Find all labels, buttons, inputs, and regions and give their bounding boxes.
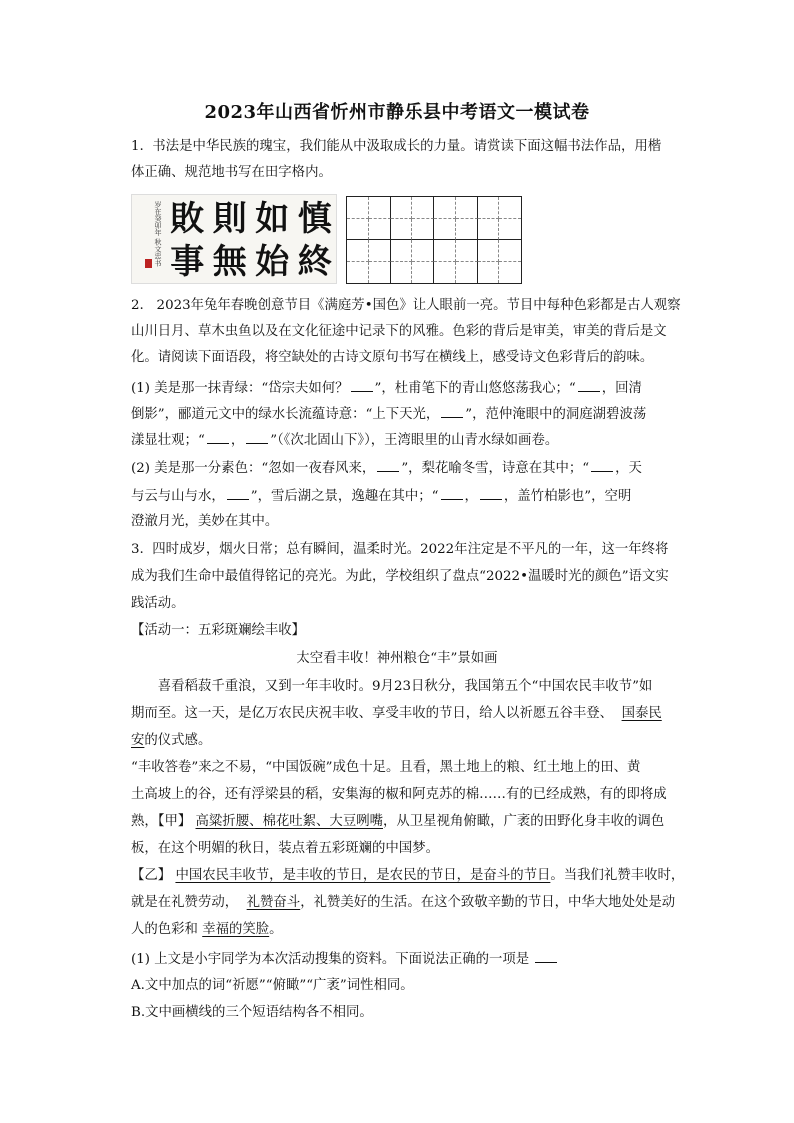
answer-blank[interactable] bbox=[591, 459, 613, 472]
tianzige-cell[interactable] bbox=[369, 219, 391, 241]
tianzige-cell[interactable] bbox=[499, 197, 521, 219]
calligraphy-char: 則 bbox=[212, 198, 247, 239]
calligraphy-characters bbox=[166, 197, 336, 283]
tianzige-cell[interactable] bbox=[391, 262, 413, 284]
tianzige-cell[interactable] bbox=[347, 240, 369, 262]
answer-blank[interactable] bbox=[441, 487, 463, 500]
tianzige-cell[interactable] bbox=[499, 240, 521, 262]
article-line-6: 熟，【甲】 高粱折腰、棉花吐絮、大豆咧嘴，从卫星视角俯瞰，广袤的田野化身丰收的调色 bbox=[131, 814, 665, 829]
q2-p2-line-2: 与云与山与水， ”，雪后湖之景，逸趣在其中；“ ， ，盖竹柏影也”，空明 bbox=[131, 489, 632, 504]
tianzige-cell[interactable] bbox=[434, 219, 456, 241]
tianzige-cell[interactable] bbox=[434, 262, 456, 284]
seal-stamp bbox=[145, 259, 152, 268]
q2-p1-line-2: 倒影”，郦道元文中的绿水长流蕴诗意：“上下天光， ”，范仲淹眼中的洞庭湖碧波荡 bbox=[131, 407, 647, 422]
underlined-phrase: 中国农民丰收节，是丰收的节日，是农民的节日，是奋斗的节日 bbox=[175, 868, 551, 883]
answer-blank[interactable] bbox=[377, 459, 399, 472]
calligraphy-char: 事 bbox=[170, 241, 205, 282]
option-b[interactable]: B.文中画横线的三个短语结构各不相同。 bbox=[131, 1005, 373, 1020]
tianzige-cell[interactable] bbox=[478, 240, 500, 262]
calligraphy-artwork bbox=[131, 194, 337, 284]
article-line-2: 期而至。这一天，是亿万农民庆祝丰收、享受丰收的节日，给人以祈愿五谷丰登、 国泰民 bbox=[131, 706, 662, 721]
tianzige-cell[interactable] bbox=[434, 197, 456, 219]
article-line-10: 人的色彩和 幸福的笑脸。 bbox=[131, 922, 283, 937]
calligraphy-char: 無 bbox=[212, 241, 247, 282]
calligraphy-char: 始 bbox=[255, 241, 290, 282]
tianzige-cell[interactable] bbox=[478, 219, 500, 241]
tianzige-cell[interactable] bbox=[456, 262, 478, 284]
tianzige-cell[interactable] bbox=[391, 240, 413, 262]
tianzige-cell[interactable] bbox=[456, 197, 478, 219]
calligraphy-char: 敗 bbox=[170, 198, 205, 239]
tianzige-cell[interactable] bbox=[412, 197, 434, 219]
q2-line-1: 2. 2023年兔年春晚创意节目《满庭芳•国色》让人眼前一亮。节目中每种色彩都是古人观察 bbox=[131, 298, 681, 313]
answer-blank[interactable] bbox=[535, 950, 557, 963]
tianzige-cell[interactable] bbox=[412, 262, 434, 284]
q1-line-2: 体正确、规范地书写在田字格内。 bbox=[131, 165, 332, 180]
tianzige-cell[interactable] bbox=[412, 219, 434, 241]
answer-blank[interactable] bbox=[351, 379, 373, 392]
article-line-1: 喜看稻菽千重浪，又到一年丰收时。9月23日秋分，我国第五个“中国农民丰收节”如 bbox=[131, 679, 653, 694]
answer-blank[interactable] bbox=[578, 379, 600, 392]
tianzige-cell[interactable] bbox=[347, 197, 369, 219]
underlined-phrase: 国泰民 bbox=[621, 706, 662, 721]
article-line-4: “丰收答卷”来之不易，“中国饭碗”成色十足。且看，黑土地上的粮、红土地上的田、黄 bbox=[131, 760, 641, 775]
q2-p1-line-3: 漾显壮观；“ ， ”（《次北固山下》），王湾眼里的山青水绿如画卷。 bbox=[131, 433, 559, 448]
calligraphy-signature: 岁在癸卯年 秋文忠书 bbox=[154, 201, 162, 267]
answer-blank[interactable] bbox=[480, 487, 502, 500]
tianzige-cell[interactable] bbox=[499, 262, 521, 284]
q3-line-1: 3. 四时成岁，烟火日常；总有瞬间，温柔时光。2022年注定是不平凡的一年，这一年终将 bbox=[131, 542, 669, 557]
tianzige-cell[interactable] bbox=[456, 219, 478, 241]
calligraphy-char: 終 bbox=[297, 241, 332, 282]
tianzige-cell[interactable] bbox=[412, 240, 434, 262]
tianzige-cell[interactable] bbox=[347, 262, 369, 284]
article-title: 太空看丰收！神州粮仓“丰”景如画 bbox=[296, 651, 498, 666]
tianzige-cell[interactable] bbox=[391, 219, 413, 241]
article-line-3: 安的仪式感。 bbox=[131, 733, 212, 748]
tianzige-cell[interactable] bbox=[369, 197, 391, 219]
tianzige-cell[interactable] bbox=[456, 240, 478, 262]
option-a[interactable]: A.文中加点的词“祈愿”“俯瞰”“广袤”词性相同。 bbox=[131, 978, 414, 993]
tianzige-writing-grid[interactable] bbox=[346, 196, 522, 284]
sub-question-1: (1) 上文是小宇同学为本次活动搜集的资料。下面说法正确的一项是 bbox=[131, 950, 559, 969]
tianzige-cell[interactable] bbox=[434, 240, 456, 262]
page-title: 2023年山西省忻州市静乐县中考语文一模试卷 bbox=[204, 102, 590, 123]
calligraphy-char: 如 bbox=[255, 198, 290, 239]
q3-line-2: 成为我们生命中最值得铭记的亮光。为此，学校组织了盘点“2022•温暖时光的颜色”语文实 bbox=[131, 569, 669, 584]
q2-p2-line-1: (2) 美是那一分素色：“忽如一夜春风来， ”，梨花喻冬雪，诗意在其中；“ ，天 bbox=[131, 461, 642, 476]
tianzige-cell[interactable] bbox=[369, 262, 391, 284]
tianzige-cell[interactable] bbox=[499, 219, 521, 241]
q3-line-3: 践活动。 bbox=[131, 596, 185, 611]
underlined-phrase: 安 bbox=[131, 733, 145, 748]
answer-blank[interactable] bbox=[246, 431, 268, 444]
answer-blank[interactable] bbox=[227, 487, 249, 500]
underlined-phrase: 礼赞奋斗 bbox=[246, 895, 301, 910]
q2-line-2: 山川日月、草木虫鱼以及在文化征途中记录下的风雅。色彩的背后是审美，审美的背后是文 bbox=[131, 324, 667, 339]
calligraphy-char: 慎 bbox=[297, 198, 332, 239]
tianzige-cell[interactable] bbox=[347, 219, 369, 241]
q2-line-3: 化。请阅读下面语段，将空缺处的古诗文原句书写在横线上，感受诗文色彩背后的韵味。 bbox=[131, 350, 654, 365]
tianzige-cell[interactable] bbox=[478, 197, 500, 219]
article-line-8: 【乙】 中国农民丰收节，是丰收的节日，是农民的节日，是奋斗的节日。当我们礼赞丰收时， bbox=[131, 868, 685, 883]
q2-p2-line-3: 澄澈月光，美妙在其中。 bbox=[131, 514, 279, 529]
underlined-phrase: 幸福的笑脸 bbox=[202, 922, 270, 937]
q1-line-1: 1. 书法是中华民族的瑰宝，我们能从中汲取成长的力量。请赏读下面这幅书法作品，用楷 bbox=[131, 139, 662, 154]
activity-heading: 【活动一：五彩斑斓绘丰收】 bbox=[131, 623, 306, 638]
answer-blank[interactable] bbox=[441, 405, 463, 418]
tianzige-cell[interactable] bbox=[369, 240, 391, 262]
underlined-phrase: 高粱折腰、棉花吐絮、大豆咧嘴 bbox=[195, 814, 383, 829]
article-line-5: 土高坡上的谷，还有浮梁县的稻，安集海的椒和阿克苏的棉……有的已经成熟，有的即将成 bbox=[131, 787, 667, 802]
tianzige-cell[interactable] bbox=[478, 262, 500, 284]
tianzige-cell[interactable] bbox=[391, 197, 413, 219]
article-line-9: 就是在礼赞劳动， 礼赞奋斗，礼赞美好的生活。在这个致敬辛勤的节日，中华大地处处是动 bbox=[131, 895, 676, 910]
answer-blank[interactable] bbox=[207, 431, 229, 444]
article-line-7: 板，在这个明媚的秋日，装点着五彩斑斓的中国梦。 bbox=[131, 841, 439, 856]
q2-p1-line-1: (1) 美是那一抹青绿：“岱宗夫如何？ ”，杜甫笔下的青山悠悠荡我心；“ ，回清 bbox=[131, 381, 642, 396]
